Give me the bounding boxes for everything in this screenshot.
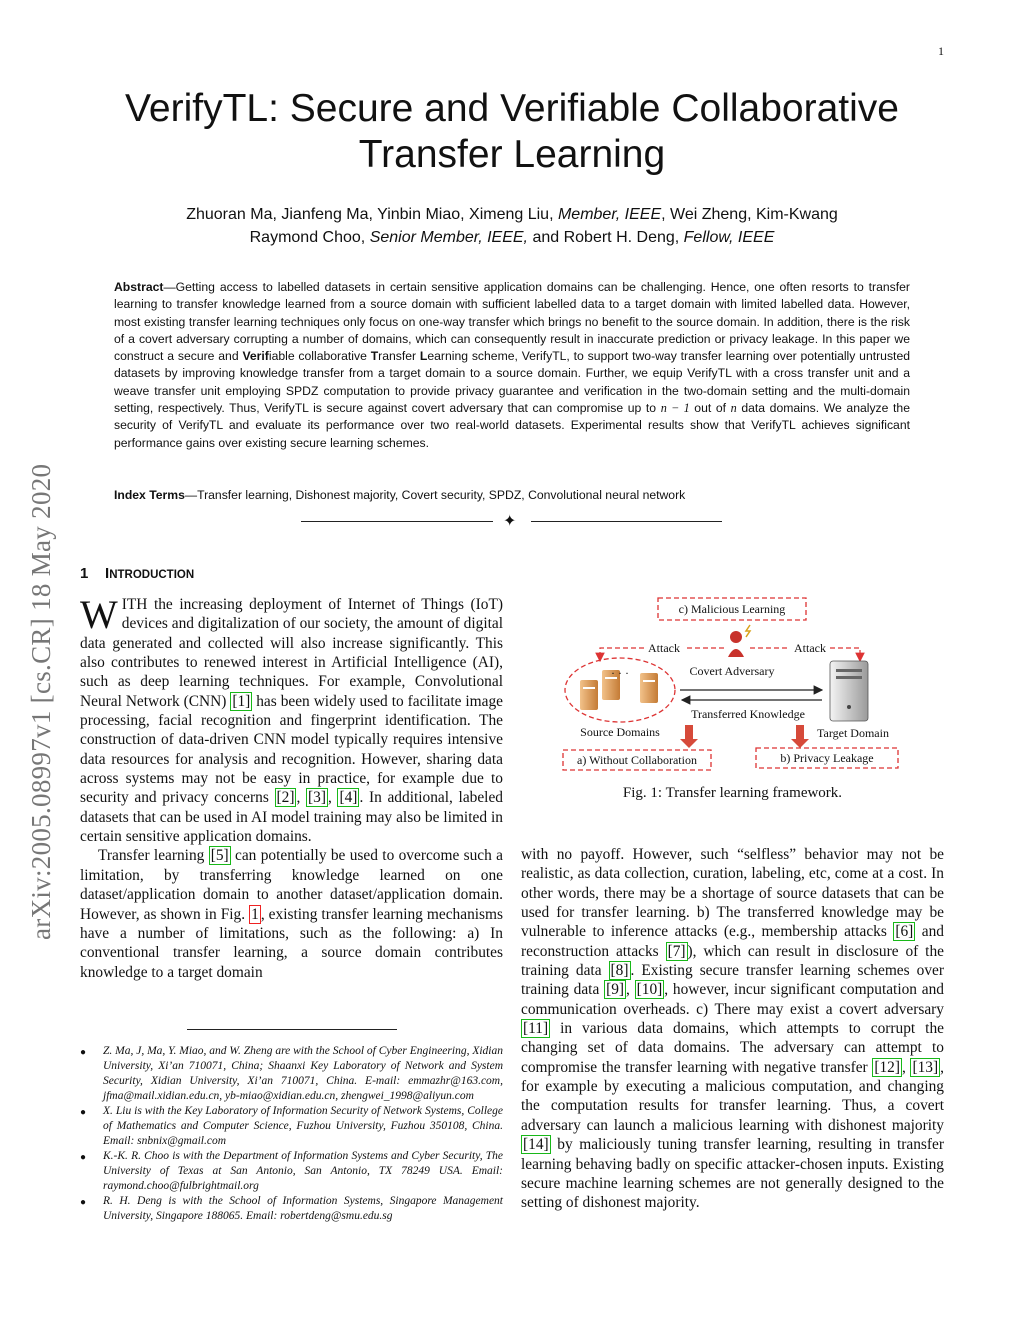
citation-link[interactable]: [5] — [210, 847, 229, 865]
citation-link[interactable]: [9] — [606, 981, 625, 999]
attack-label-right: Attack — [794, 641, 826, 655]
footnote-text: K.-K. R. Choo is with the Department of Information Systems and Cyber Security, The University of Texas at San Antonio, San Antonio, TX 78249 USA. Email: raymond.choo@fulbrightmail.org — [103, 1150, 503, 1192]
section-number: 1 — [80, 565, 89, 582]
author-names: , Wei Zheng, Kim-Kwang — [661, 206, 838, 223]
source-server-icon — [580, 680, 598, 710]
without-collaboration-label: a) Without Collaboration — [577, 753, 697, 767]
body-text: , for example by executing a malicious computation, and changing the computation results for transfer learning. Thus, a covert adversary can launch a malicious learning with dishonest majority — [521, 1058, 944, 1134]
footnote-item — [80, 1104, 503, 1149]
citation-link[interactable]: [4] — [339, 789, 358, 807]
body-text: by maliciously tuning transfer learning, resulting in transfer learning behaving badly on specific attacker-chosen inputs. Existing secure machine learning schemes are not generally designed to the setting of dishonest majority. — [521, 1136, 944, 1212]
separator-rule — [301, 521, 493, 522]
body-text: ), which can result in disclosure of the training data — [521, 942, 944, 980]
citation-link[interactable]: [3] — [308, 789, 326, 807]
body-text: , — [901, 1058, 911, 1076]
index-terms-text: —Transfer learning, Dishonest majority, Covert security, SPDZ, Convolutional neural network — [184, 488, 686, 502]
author-names: Raymond Choo, — [249, 229, 366, 246]
attack-label-left: Attack — [648, 641, 680, 655]
dropcap: W — [80, 592, 118, 637]
body-text: , — [296, 789, 306, 807]
figure-link[interactable]: 1 — [251, 905, 259, 923]
body-text: and reconstruction attacks — [521, 923, 944, 960]
abstract-text: data domains. We analyze the security of VerifyTL and evaluate its performance over two real-world datasets. Experimental results show that VerifyTL achieves significant performance gains over existing secure learning schemes. — [114, 401, 910, 450]
footnote-text: Z. Ma, J, Ma, Y. Miao, and W. Zheng are with the School of Cyber Engineering, Xidian University, Xi’an 710071, China; Shaanxi Key Laboratory of Network and System Security, Xidian University, Xi’an 710071, China. E-mail: emmazhr@163.com, jfma@mail.xidian.edu.cn, yb-miao@xidian.edu.cn, zhengwei_1998@aliyun.com — [103, 1045, 503, 1102]
body-text: has been widely used to facilitate image processing, facial recognition and fingerprint identification. The construction of data-driven CNN model typically requires intensive data resources for analysis and recognition. However, sharing data across systems may not be easy in practice, for example due to security and privacy concerns — [80, 692, 503, 807]
author-list — [100, 203, 924, 249]
target-server-icon — [830, 661, 868, 721]
body-text: in various data domains, which attempts to corrupt the changing set of data domains. The adversary can attempt to compromise the transfer learning with negative transfer — [521, 1020, 944, 1076]
citation-link[interactable]: [1] — [232, 692, 251, 710]
footnote-item — [80, 1194, 503, 1224]
index-terms-label: Index Terms — [114, 488, 185, 502]
arxiv-stamp: arXiv:2005.08997v1 [cs.CR] 18 May 2020 — [26, 463, 56, 940]
right-column — [521, 845, 944, 1213]
author-role: Fellow, IEEE — [683, 229, 775, 246]
bullet-icon: ● — [80, 1107, 87, 1118]
transferred-knowledge-label: Transferred Knowledge — [691, 707, 805, 721]
citation-link[interactable]: [2] — [276, 789, 295, 807]
citation-link[interactable]: [10] — [636, 981, 663, 999]
abstract-bold: Verif — [242, 349, 269, 364]
source-domains-label: Source Domains — [580, 725, 660, 739]
body-text: . Existing secure transfer learning schemes over training data — [521, 962, 944, 999]
figure-caption: Fig. 1: Transfer learning framework. — [622, 785, 843, 801]
math-expression: n — [730, 401, 737, 416]
down-arrow-icon — [680, 725, 698, 748]
footnotes — [80, 1044, 503, 1224]
body-text: . In additional, labeled datasets that can be used in AI model training may also be limited in certain sensitive application domains. — [80, 789, 503, 846]
malicious-learning-label: c) Malicious Learning — [678, 602, 786, 616]
section-title-rest: NTRODUCTION — [109, 569, 195, 581]
paper-title: VerifyTL: Secure and Verifiable Collaborative Transfer Learning — [125, 87, 899, 176]
index-terms — [114, 487, 910, 504]
abstract-text: iable collaborative — [268, 349, 371, 364]
section-title-initial: I — [105, 565, 110, 582]
ellipsis-dots: · · · — [611, 666, 629, 680]
footnote-rule — [187, 1029, 397, 1030]
abstract-bold: L — [419, 349, 428, 364]
footnote-text: X. Liu is with the Key Laboratory of Information Security of Network Systems, College of Mathematics and Computer Science, Fuzhou University, Fuzhou 350108, China. Email: snbnix@gmail.com — [103, 1105, 503, 1147]
privacy-leakage-label: b) Privacy Leakage — [780, 751, 874, 765]
body-text: Transfer learning — [98, 847, 209, 865]
covert-adversary-label: Covert Adversary — [689, 664, 775, 678]
author-names: Zhuoran Ma, Jianfeng Ma, Yinbin Miao, Ximeng Liu, — [186, 206, 554, 223]
paragraph — [80, 592, 503, 846]
figure-transfer-learning — [560, 595, 905, 780]
body-text: , — [327, 789, 338, 807]
body-text: can potentially be used to overcome such a limitation, by transferring knowledge learned on one dataset/application domain to another dataset/application domain. However, as shown in Fig. — [80, 847, 504, 923]
target-domain-label: Target Domain — [817, 726, 889, 740]
body-text: , — [626, 981, 635, 999]
abstract-bold: T — [370, 349, 379, 364]
footnote-item — [80, 1044, 503, 1104]
paragraph — [521, 845, 944, 1213]
bullet-icon: ● — [80, 1152, 87, 1163]
source-server-icon — [640, 673, 658, 703]
footnote-item — [80, 1149, 503, 1194]
separator-diamond-icon: ✦ — [503, 513, 517, 530]
citation-link[interactable]: [6] — [895, 923, 914, 941]
bullet-icon: ● — [80, 1197, 87, 1208]
citation-link[interactable]: [12] — [874, 1058, 900, 1076]
abstract-text: —Getting access to labelled datasets in certain sensitive application domains can be challenging. Hence, one often resorts to transfer learning to transfer knowledge learned from a source domain with sufficient labelled data to a target domain with limited labelled data. However, most existing transfer learning techniques only focus on one-way transfer which brings no benefit to the source domain. In addition, there is the risk of a covert adversary corrupting a number of domains, which can consequently result in inaccurate prediction or privacy leakage. In this paper we construct a secure and — [114, 280, 910, 364]
body-text: ITH the increasing deployment of Internet of Things (IoT) devices and digitalization of our society, the amount of digital data generated and collected will also increase significantly. This also contributes to renewed interest in Artificial Intelligence (AI), such as deep learning techniques. For example, Convolutional Neural Network (CNN) — [80, 596, 503, 710]
page-number: 1 — [938, 44, 944, 58]
separator-rule — [531, 521, 722, 522]
abstract — [114, 279, 910, 452]
abstract-text: earning scheme, VerifyTL, to support two-way transfer learning over potentially untrusted datasets by improving knowledge transfer from a target domain to a source domain. Further, we equip VerifyTL with a cross transfer unit and a weave transfer unit employing SPDZ computation to provide privacy guarantee and verification in the two-domain setting and the multi-domain setting, respectively. Thus, VerifyTL is secure against covert adversary that can compromise up to — [114, 349, 910, 416]
body-text: , however, incur significant computation and communication overheads. c) There may exist a covert adversary — [521, 981, 944, 1018]
abstract-text: out of — [689, 401, 731, 416]
citation-link[interactable]: [8] — [610, 962, 629, 980]
citation-link[interactable]: [14] — [523, 1136, 549, 1154]
author-role: Member, IEEE — [557, 206, 662, 223]
body-text: , existing transfer learning mechanisms have a number of limitations, such as the following: a) In conventional transfer learning, a source domain contributes knowledge to a target domain — [80, 905, 503, 981]
footnote-text: R. H. Deng is with the School of Information Systems, Singapore Management University, Singapore 188065. Email: robertdeng@smu.edu.sg — [103, 1195, 503, 1222]
abstract-label: Abstract — [114, 280, 164, 294]
down-arrow-icon — [791, 725, 809, 748]
citation-link[interactable]: [13] — [912, 1058, 939, 1076]
citation-link[interactable]: [11] — [523, 1020, 549, 1038]
author-names: and Robert H. Deng, — [532, 229, 680, 246]
citation-link[interactable]: [7] — [667, 942, 686, 960]
bullet-icon: ● — [80, 1047, 87, 1058]
left-column — [80, 592, 504, 982]
section-heading — [80, 565, 194, 582]
abstract-text: ransfer — [378, 349, 420, 364]
adversary-icon — [728, 625, 750, 657]
author-role: Senior Member, IEEE, — [369, 229, 528, 246]
paragraph — [80, 846, 503, 981]
math-expression: n − 1 — [660, 401, 690, 416]
body-text: with no payoff. However, such “selfless” behavior may not be realistic, as data collection, curation, labeling, etc, come at a cost. In other words, there may be a shortage of source datasets that can be used for transfer learning. b) The transferred knowledge may be vulnerable to inference attacks (e.g., membership attacks — [521, 846, 944, 941]
